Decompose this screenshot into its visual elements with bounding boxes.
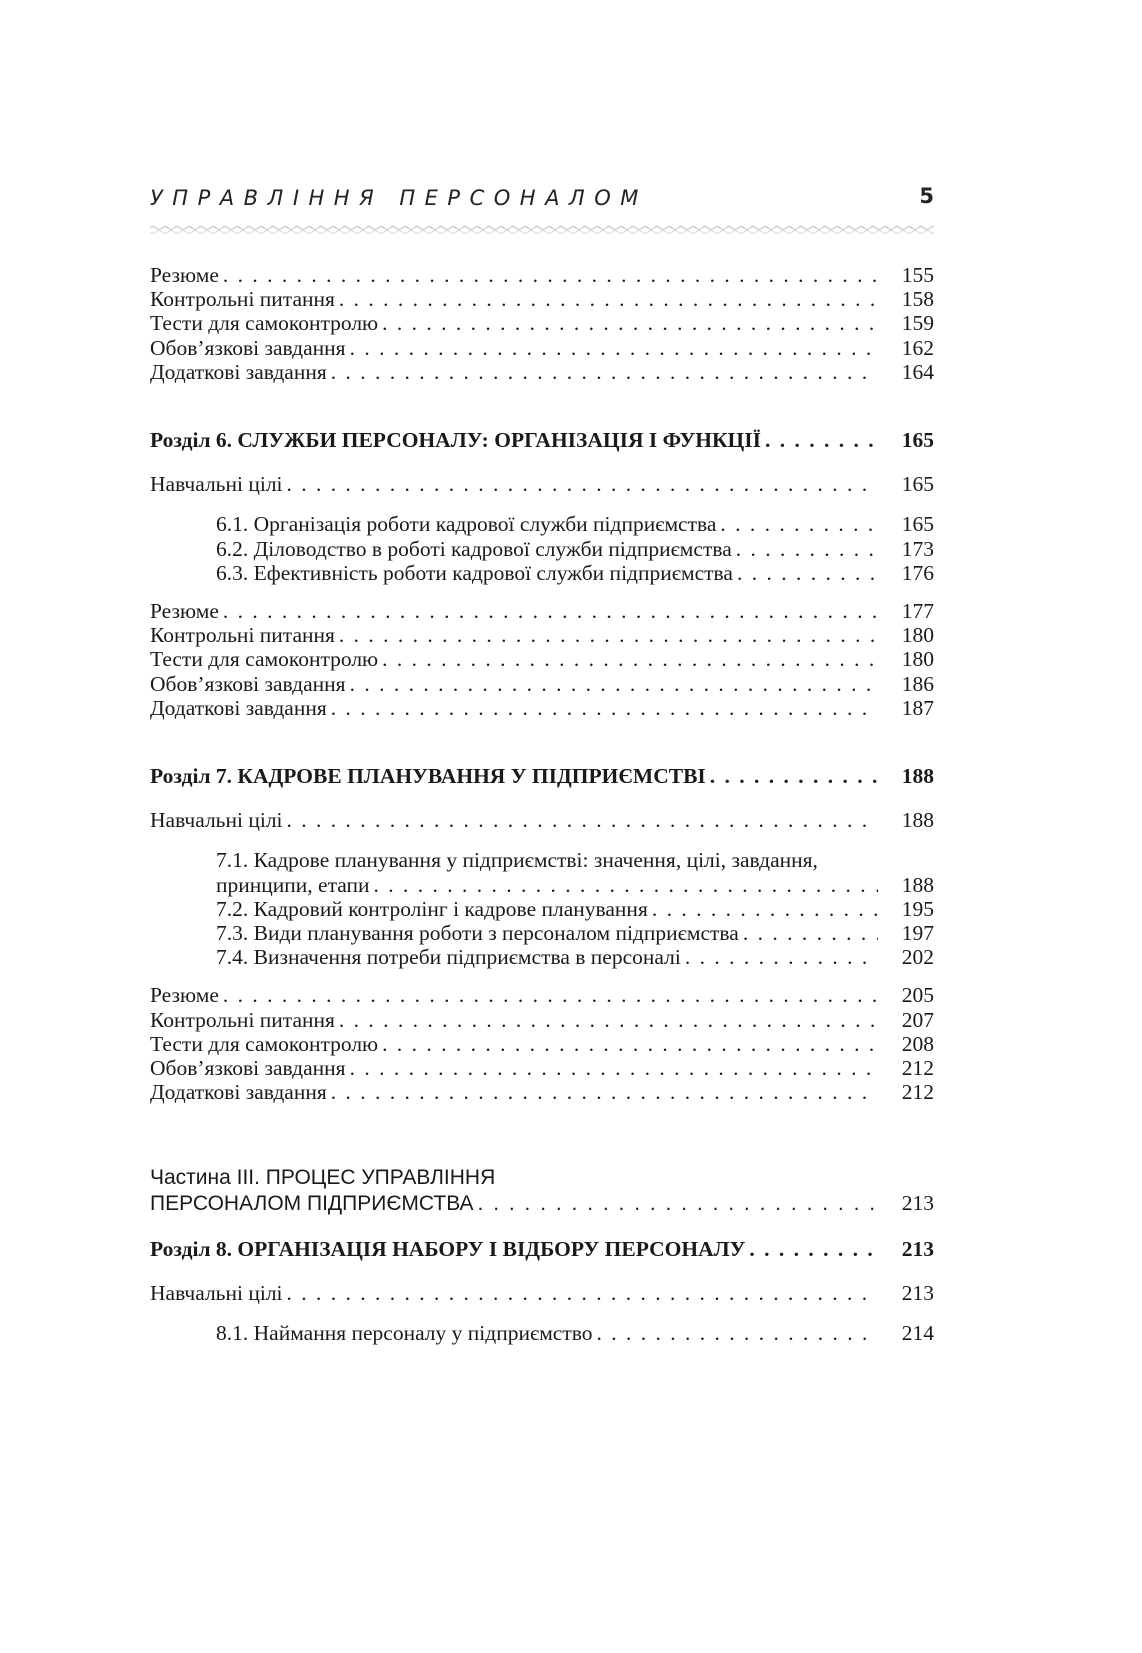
- toc-entry[interactable]: [150, 599, 934, 623]
- leader-dots: [331, 1080, 878, 1104]
- leader-dots: [720, 512, 878, 536]
- toc-entry-page: 159: [901, 311, 934, 336]
- leader-dots: [382, 647, 878, 671]
- toc-entry-page: 177: [901, 599, 934, 624]
- toc-entry-label: принципи, етапи: [216, 872, 370, 897]
- leader-dots: [382, 311, 878, 335]
- toc-entry-page: 213: [901, 1281, 934, 1306]
- toc-section[interactable]: [150, 1321, 934, 1345]
- toc-entry-page: 188: [901, 872, 934, 897]
- toc-group-chapter7-sections: [150, 848, 934, 969]
- toc-entry-page: 188: [901, 808, 934, 833]
- leader-dots: [331, 696, 878, 720]
- leader-dots: [350, 1056, 878, 1080]
- leader-dots: [374, 873, 878, 897]
- leader-dots: [287, 472, 878, 496]
- toc-entry-page: 208: [901, 1031, 934, 1056]
- toc-entry-label: 7.2. Кадровий контролінг і кадрове планування: [216, 896, 648, 921]
- leader-dots: [743, 921, 878, 945]
- toc-entry[interactable]: [150, 1056, 934, 1080]
- leader-dots: [737, 561, 878, 585]
- toc-entry-label: Навчальні цілі: [150, 1281, 283, 1306]
- toc-section[interactable]: [150, 897, 934, 921]
- toc-section[interactable]: [150, 512, 934, 536]
- toc-chapter-7[interactable]: [150, 764, 934, 788]
- toc-entry-page: 188: [901, 764, 934, 789]
- toc-entry-label: 8.1. Наймання персоналу у підприємство: [216, 1321, 593, 1346]
- running-header: [150, 178, 934, 218]
- toc-entry-label: Тести для самоконтролю: [150, 647, 379, 672]
- toc-entry-label: Додаткові завдання: [150, 1080, 327, 1105]
- leader-dots: [339, 1008, 878, 1032]
- leader-dots: [350, 672, 878, 696]
- toc-entry[interactable]: [150, 672, 934, 696]
- leader-dots: [287, 1281, 878, 1305]
- toc-entry-page: 164: [901, 359, 934, 384]
- toc-entry[interactable]: [150, 263, 934, 287]
- toc-part-entry: [150, 1191, 934, 1216]
- toc-entry[interactable]: [150, 1008, 934, 1032]
- toc-entry-page: 202: [901, 945, 934, 970]
- toc-entry-goals[interactable]: [150, 472, 934, 496]
- toc-section-first-line[interactable]: 7.1. Кадрове планування у підприємстві: значення, цілі, завдання,: [216, 848, 818, 873]
- toc-entry-page: 187: [901, 695, 934, 720]
- toc-entry-label: 7.3. Види планування роботи з персоналом підприємства: [216, 921, 739, 946]
- toc-entry-page: 213: [901, 1190, 934, 1215]
- toc-entry-page: 214: [901, 1321, 934, 1346]
- toc-chapter-label: Розділ 7. КАДРОВЕ ПЛАНУВАННЯ У ПІДПРИЄМСТВІ: [150, 764, 706, 789]
- toc-entry-label: Резюме: [150, 263, 219, 287]
- toc-entry-label: Навчальні цілі: [150, 472, 283, 497]
- leader-dots: [287, 808, 878, 832]
- page-number: 5: [919, 184, 934, 208]
- toc-entry-page: 180: [901, 623, 934, 648]
- leader-dots: [339, 287, 878, 311]
- toc-group-chapter7-tail: [150, 983, 934, 1104]
- toc-entry-page: 162: [901, 335, 934, 360]
- toc-entry[interactable]: [150, 647, 934, 671]
- toc-group-chapter6-sections: [150, 512, 934, 585]
- leader-dots: [478, 1192, 878, 1216]
- leader-dots: [223, 263, 878, 287]
- leader-dots: [749, 1237, 878, 1261]
- toc-entry-label: Обов’язкові завдання: [150, 671, 346, 696]
- toc-group-chapter6-tail: [150, 599, 934, 720]
- toc-entry-label: 6.1. Організація роботи кадрової служби підприємства: [216, 512, 717, 537]
- toc-entry-goals[interactable]: [150, 808, 934, 832]
- toc-entry-page: 173: [901, 536, 934, 561]
- running-title: УПРАВЛІННЯ ПЕРСОНАЛОМ: [150, 186, 648, 210]
- toc-entry-page: 155: [901, 263, 934, 287]
- leader-dots: [223, 983, 878, 1007]
- toc-entry[interactable]: [150, 696, 934, 720]
- toc-entry-page: 165: [901, 472, 934, 497]
- toc-entry-label: Тести для самоконтролю: [150, 1031, 379, 1056]
- toc-entry-label: Навчальні цілі: [150, 808, 283, 833]
- toc-entry-page: 195: [901, 896, 934, 921]
- toc-entry-label: Додаткові завдання: [150, 359, 327, 384]
- leader-dots: [597, 1321, 879, 1345]
- toc-part-3[interactable]: [150, 1166, 934, 1215]
- toc-chapter-label: Розділ 8. ОРГАНІЗАЦІЯ НАБОРУ І ВІДБОРУ ПЕРСОНАЛУ: [150, 1236, 746, 1261]
- leader-dots: [339, 623, 878, 647]
- toc-group-chapter8-sections: [150, 1321, 934, 1345]
- wavy-divider: [150, 224, 934, 236]
- leader-dots: [350, 336, 878, 360]
- leader-dots: [710, 764, 878, 788]
- toc-entry[interactable]: [150, 623, 934, 647]
- toc-entry-label: Резюме: [150, 599, 219, 624]
- toc-part-first-line: Частина ІІІ. ПРОЦЕС УПРАВЛІННЯ: [150, 1166, 496, 1190]
- table-of-contents: [150, 263, 934, 1346]
- toc-entry-page: 158: [901, 287, 934, 312]
- toc-entry-label: Контрольні питання: [150, 287, 335, 312]
- toc-chapter-8[interactable]: [150, 1237, 934, 1261]
- toc-entry-page: 180: [901, 647, 934, 672]
- toc-entry[interactable]: [150, 287, 934, 311]
- leader-dots: [331, 360, 878, 384]
- toc-entry[interactable]: [150, 360, 934, 384]
- toc-entry-page: 207: [901, 1007, 934, 1032]
- toc-section[interactable]: [150, 537, 934, 561]
- toc-entry-label: Додаткові завдання: [150, 695, 327, 720]
- toc-section[interactable]: [150, 945, 934, 969]
- leader-dots: [685, 945, 878, 969]
- toc-entry-label: Обов’язкові завдання: [150, 335, 346, 360]
- toc-entry-page: 176: [901, 560, 934, 585]
- toc-section[interactable]: [150, 561, 934, 585]
- toc-entry-label: 6.2. Діловодство в роботі кадрової служби підприємства: [216, 536, 732, 561]
- leader-dots: [223, 599, 878, 623]
- toc-entry[interactable]: [150, 1080, 934, 1104]
- toc-part-label: ПЕРСОНАЛОМ ПІДПРИЄМСТВА: [150, 1191, 474, 1215]
- toc-entry-page: 197: [901, 921, 934, 946]
- toc-entry-label: Тести для самоконтролю: [150, 311, 379, 336]
- leader-dots: [382, 1032, 878, 1056]
- toc-chapter-label: Розділ 6. СЛУЖБИ ПЕРСОНАЛУ: ОРГАНІЗАЦІЯ І ФУНКЦІЇ: [150, 428, 762, 453]
- toc-entry-label: Обов’язкові завдання: [150, 1056, 346, 1081]
- toc-entry[interactable]: [150, 336, 934, 360]
- toc-section[interactable]: [150, 873, 934, 897]
- toc-entry-page: 212: [901, 1080, 934, 1105]
- toc-entry-page: 186: [901, 671, 934, 696]
- toc-entry-label: 6.3. Ефективність роботи кадрової служби підприємства: [216, 560, 733, 585]
- toc-entry-goals[interactable]: [150, 1281, 934, 1305]
- toc-chapter-6[interactable]: [150, 428, 934, 452]
- toc-entry-page: 165: [901, 512, 934, 537]
- leader-dots: [736, 537, 878, 561]
- toc-entry-page: 205: [901, 983, 934, 1008]
- leader-dots: [652, 897, 878, 921]
- toc-entry-label: Контрольні питання: [150, 623, 335, 648]
- toc-entry-page: 165: [901, 428, 934, 453]
- toc-entry[interactable]: [150, 1032, 934, 1056]
- toc-entry-label: 7.4. Визначення потреби підприємства в персоналі: [216, 945, 681, 970]
- toc-group-chapter5-tail: [150, 263, 934, 384]
- toc-entry-page: 212: [901, 1056, 934, 1081]
- leader-dots: [765, 428, 878, 452]
- toc-entry[interactable]: [150, 311, 934, 335]
- toc-entry-page: 213: [901, 1236, 934, 1261]
- toc-entry-label: Резюме: [150, 983, 219, 1008]
- toc-entry[interactable]: [150, 983, 934, 1007]
- toc-section[interactable]: [150, 921, 934, 945]
- toc-entry-label: Контрольні питання: [150, 1007, 335, 1032]
